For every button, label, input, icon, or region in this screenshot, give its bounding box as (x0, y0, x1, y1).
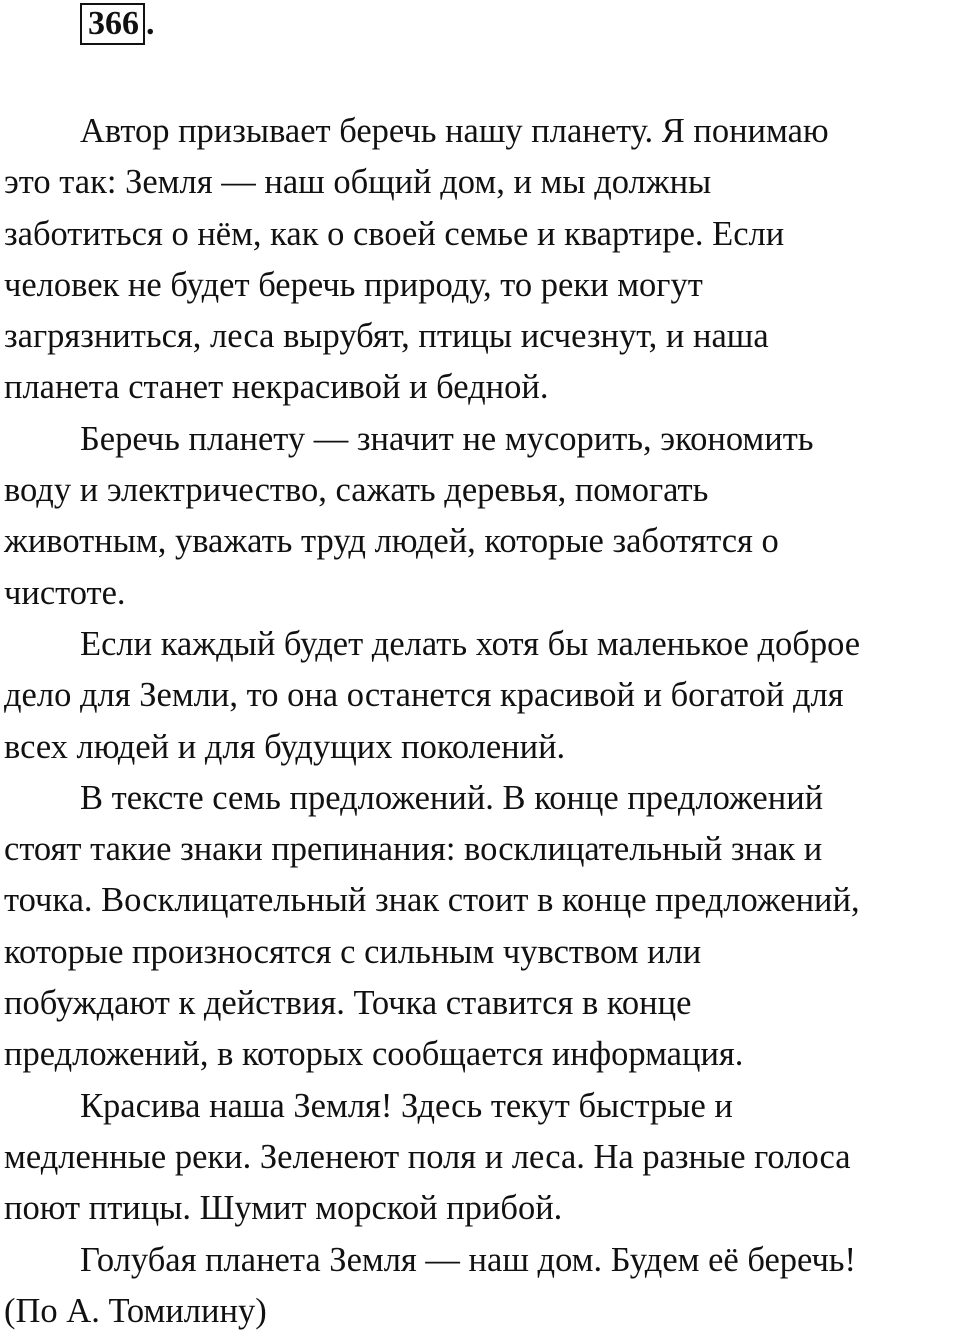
text-line: заботиться о нём, как о своей семье и квартире. Если (4, 214, 785, 253)
text-line: Беречь планету — значит не мусорить, экономить (80, 419, 814, 458)
exercise-number-dot: . (146, 5, 155, 42)
text-line: точка. Восклицательный знак стоит в конце предложений, (4, 881, 860, 920)
exercise-number-box: 366 (80, 3, 145, 45)
text-line: которые произносятся с сильным чувством или (4, 932, 702, 971)
text-line: предложений, в которых сообщается информация. (4, 1035, 744, 1074)
text-line: загрязниться, леса вырубят, птицы исчезнут, и наша (4, 317, 769, 356)
text-line: Если каждый будет делать хотя бы маленькое доброе (80, 624, 861, 663)
text-line: (По А. Томилину) (4, 1291, 267, 1330)
answer-text (4, 106, 960, 1337)
text-line: воду и электричество, сажать деревья, помогать (4, 471, 709, 510)
text-line: В тексте семь предложений. В конце предложений (80, 778, 824, 817)
text-line: человек не будет беречь природу, то реки могут (4, 265, 703, 304)
text-line: это так: Земля — наш общий дом, и мы должны (4, 163, 712, 202)
text-line: животным, уважать труд людей, которые заботятся о (4, 522, 779, 561)
text-line: Голубая планета Земля — наш дом. Будем её беречь! (80, 1240, 857, 1279)
text-line: планета станет некрасивой и бедной. (4, 368, 549, 407)
text-line: чистоте. (4, 573, 126, 612)
text-line: побуждают к действия. Точка ставится в конце (4, 984, 692, 1023)
text-line: всех людей и для будущих поколений. (4, 727, 566, 766)
text-line: поют птицы. Шумит морской прибой. (4, 1189, 563, 1228)
text-line: Автор призывает беречь нашу планету. Я понимаю (80, 112, 829, 150)
text-line: стоят такие знаки препинания: восклицательный знак и (4, 830, 823, 869)
text-line: Красива наша Земля! Здесь текут быстрые и (80, 1086, 733, 1125)
exercise-number (80, 4, 155, 44)
text-line: медленные реки. Зеленеют поля и леса. На разные голоса (4, 1137, 851, 1176)
text-line: дело для Земли, то она останется красивой и богатой для (4, 676, 844, 715)
